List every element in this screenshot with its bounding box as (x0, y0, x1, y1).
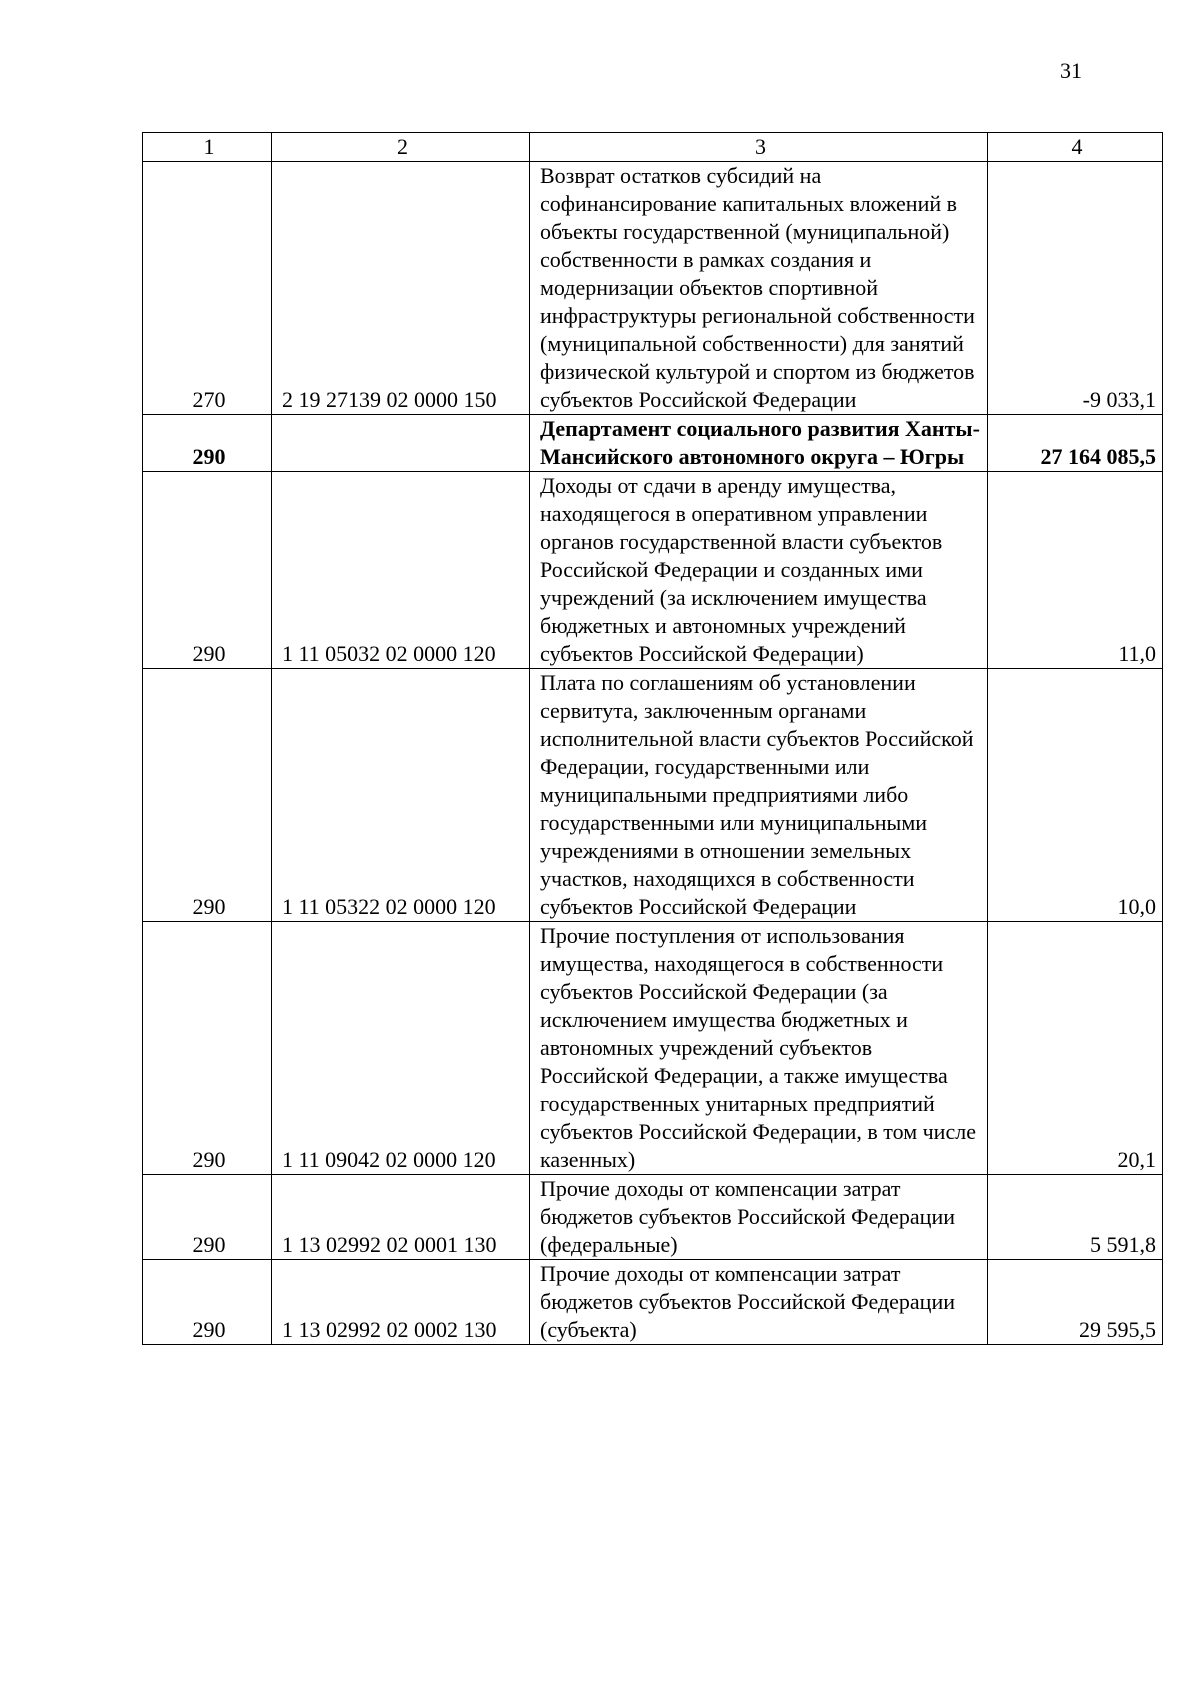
admin-code-cell: 270 (143, 162, 272, 415)
column-header-2: 2 (272, 133, 530, 162)
column-header-3: 3 (530, 133, 988, 162)
table-row (143, 1175, 1163, 1260)
table-row (143, 162, 1163, 415)
revenue-name-cell: Прочие доходы от компенсации затрат бюджетов субъектов Российской Федерации (субъекта) (530, 1260, 988, 1345)
department-name-cell: Департамент социального развития Ханты-Мансийского автономного округа – Югры (530, 415, 988, 472)
revenue-code-cell: 1 11 05322 02 0000 120 (272, 669, 530, 922)
amount-cell: -9 033,1 (988, 162, 1163, 415)
admin-code-cell: 290 (143, 472, 272, 669)
admin-code-cell: 290 (143, 1260, 272, 1345)
revenue-code-cell: 1 11 09042 02 0000 120 (272, 922, 530, 1175)
page-number: 31 (1060, 58, 1082, 83)
revenue-name-cell: Плата по соглашениям об установлении сервитута, заключенным органами исполнительной власти субъектов Российской Федерации, государственными или муниципальными предприятиями либо государственными или муниципальными учреждениями в отношении земельных участков, находящихся в собственности субъектов Российской Федерации (530, 669, 988, 922)
revenue-table (142, 132, 1163, 1345)
revenue-name-cell: Прочие доходы от компенсации затрат бюджетов субъектов Российской Федерации (федеральные) (530, 1175, 988, 1260)
amount-cell: 29 595,5 (988, 1260, 1163, 1345)
revenue-code-cell: 1 13 02992 02 0001 130 (272, 1175, 530, 1260)
admin-code-cell: 290 (143, 415, 272, 472)
amount-cell: 5 591,8 (988, 1175, 1163, 1260)
table-header-row (143, 133, 1163, 162)
revenue-name-cell: Прочие поступления от использования имущества, находящегося в собственности субъектов Российской Федерации (за исключением имущества бюджетных и автономных учреждений субъектов Российской Федерации, а также имущества государственных унитарных предприятий субъектов Российской Федерации, в том числе казенных) (530, 922, 988, 1175)
table-row (143, 1260, 1163, 1345)
revenue-code-cell: 2 19 27139 02 0000 150 (272, 162, 530, 415)
admin-code-cell: 290 (143, 922, 272, 1175)
amount-cell: 20,1 (988, 922, 1163, 1175)
table-row (143, 669, 1163, 922)
column-header-1: 1 (143, 133, 272, 162)
table-row (143, 922, 1163, 1175)
amount-cell: 11,0 (988, 472, 1163, 669)
revenue-name-cell: Возврат остатков субсидий на софинансирование капитальных вложений в объекты государственной (муниципальной) собственности в рамках создания и модернизации объектов спортивной инфраструктуры региональной собственности (муниципальной собственности) для занятий физической культурой и спортом из бюджетов субъектов Российской Федерации (530, 162, 988, 415)
department-total-cell: 27 164 085,5 (988, 415, 1163, 472)
table-row (143, 472, 1163, 669)
revenue-name-cell: Доходы от сдачи в аренду имущества, находящегося в оперативном управлении органов государственной власти субъектов Российской Федерации и созданных ими учреждений (за исключением имущества бюджетных и автономных учреждений субъектов Российской Федерации) (530, 472, 988, 669)
table-row-department (143, 415, 1163, 472)
admin-code-cell: 290 (143, 1175, 272, 1260)
revenue-code-cell (272, 415, 530, 472)
amount-cell: 10,0 (988, 669, 1163, 922)
column-header-4: 4 (988, 133, 1163, 162)
revenue-code-cell: 1 11 05032 02 0000 120 (272, 472, 530, 669)
admin-code-cell: 290 (143, 669, 272, 922)
revenue-code-cell: 1 13 02992 02 0002 130 (272, 1260, 530, 1345)
